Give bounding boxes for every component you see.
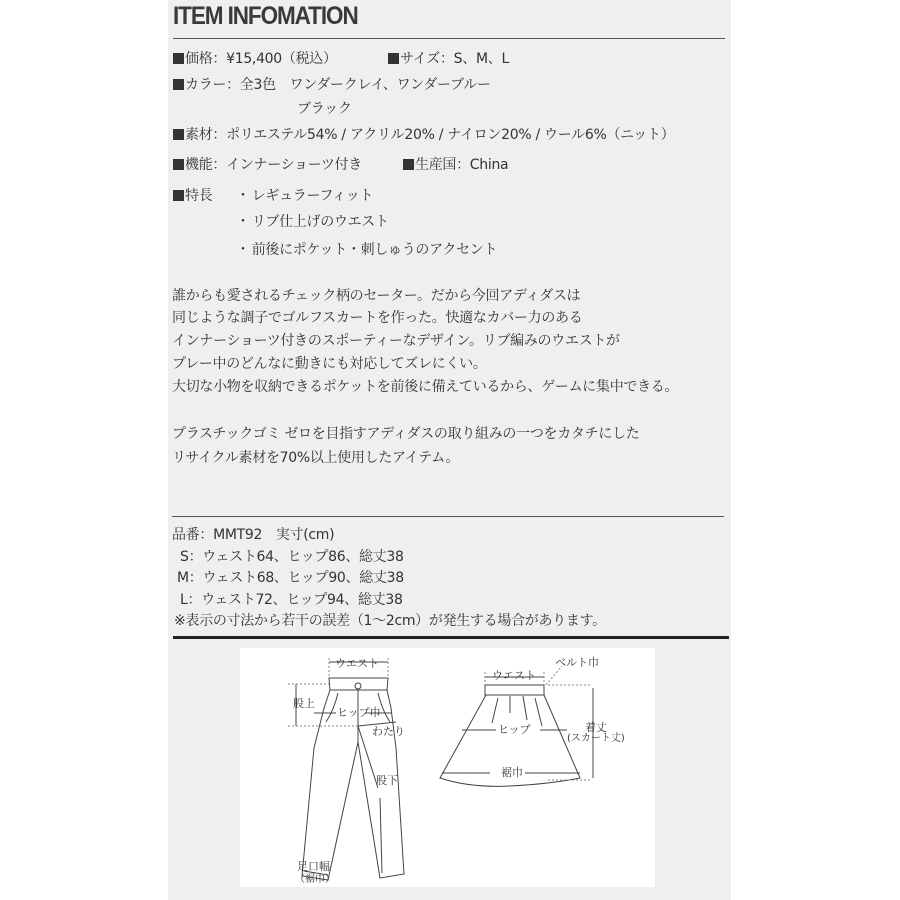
description-line: 大切な小物を収納できるポケットを前後に備えているから、ゲームに集中できる。 bbox=[172, 379, 679, 395]
description-line: 誰からも愛されるチェック柄のセーター。だから今回アディダスは bbox=[172, 288, 581, 304]
spec-color: カラー：全3色 ワンダークレイ、ワンダーブルー bbox=[173, 76, 491, 94]
label-skirt-waist: ウエスト bbox=[492, 669, 536, 682]
label-pants-waist: ウエスト bbox=[335, 657, 379, 670]
feature-item: ・ 前後にポケット・刺しゅうのアクセント bbox=[236, 242, 498, 258]
label-skirt-hip: ヒップ bbox=[498, 723, 531, 736]
label-pants-hem: 足口幅 bbox=[297, 860, 330, 873]
title-divider bbox=[173, 38, 725, 39]
description-line: 同じような調子でゴルフスカートを作った。快適なカバー力のある bbox=[172, 310, 583, 326]
label-pants-rise: 股上 bbox=[293, 697, 315, 710]
label-pants-inseam: 股下 bbox=[376, 774, 398, 787]
label-skirt-hem: 裾巾 bbox=[501, 766, 523, 779]
spec-features-label: 特長 bbox=[173, 187, 212, 205]
description-line: プレー中のどんなに動きにも対応してズレにくい。 bbox=[172, 356, 487, 372]
description2-line: プラスチックゴミ ゼロを目指すアディダスの取り組みの一つをカタチにした bbox=[172, 426, 640, 442]
label-pants-hem-sub: （裾巾） bbox=[295, 874, 335, 885]
label-pants-thigh: わたり bbox=[372, 725, 405, 738]
label-skirt-belt: ベルト巾 bbox=[555, 656, 599, 669]
size-diagram bbox=[240, 648, 655, 887]
description2-line: リサイクル素材を70%以上使用したアイテム。 bbox=[172, 450, 460, 466]
square-bullet-icon bbox=[173, 53, 184, 64]
pants-skirt-diagram-illustration bbox=[240, 648, 655, 887]
sizing-divider bbox=[172, 516, 724, 517]
section-title: ITEM INFOMATION bbox=[173, 2, 358, 30]
spec-color-cont: ブラック bbox=[297, 101, 352, 117]
feature-item: ・ リブ仕上げのウエスト bbox=[236, 214, 389, 230]
spec-function: 機能：インナーショーツ付き bbox=[173, 156, 362, 174]
square-bullet-icon bbox=[388, 53, 399, 64]
sizing-note: ※表示の寸法から若干の誤差（1～2cm）が発生する場合があります。 bbox=[174, 613, 606, 629]
square-bullet-icon bbox=[173, 159, 184, 170]
feature-item: ・ レギュラーフィット bbox=[236, 188, 374, 204]
sizing-row-m: M：ウェスト68、ヒップ90、総丈38 bbox=[177, 570, 404, 586]
label-skirt-length-sub: (スカート丈) bbox=[567, 733, 625, 744]
label-pants-hip: ヒップ巾 bbox=[337, 706, 381, 719]
square-bullet-icon bbox=[173, 190, 184, 201]
spec-material: 素材：ポリエステル54% / アクリル20% / ナイロン20% / ウール6%（ニット） bbox=[173, 126, 674, 144]
square-bullet-icon bbox=[403, 159, 414, 170]
description-line: インナーショーツ付きのスポーティーなデザイン。リブ編みのウエストが bbox=[172, 333, 620, 349]
label-skirt-length: 着丈 bbox=[585, 721, 607, 734]
square-bullet-icon bbox=[173, 79, 184, 90]
sizing-header: 品番：MMT92 実寸(cm) bbox=[172, 527, 335, 543]
sizing-bottom-divider bbox=[173, 636, 729, 639]
spec-size: サイズ：S、M、L bbox=[388, 50, 509, 68]
spec-price: 価格：¥15,400（税込） bbox=[173, 50, 337, 68]
sizing-row-l: L：ウェスト72、ヒップ94、総丈38 bbox=[180, 592, 403, 608]
spec-origin: 生産国：China bbox=[403, 156, 508, 174]
square-bullet-icon bbox=[173, 129, 184, 140]
sizing-row-s: S：ウェスト64、ヒップ86、総丈38 bbox=[180, 549, 404, 565]
